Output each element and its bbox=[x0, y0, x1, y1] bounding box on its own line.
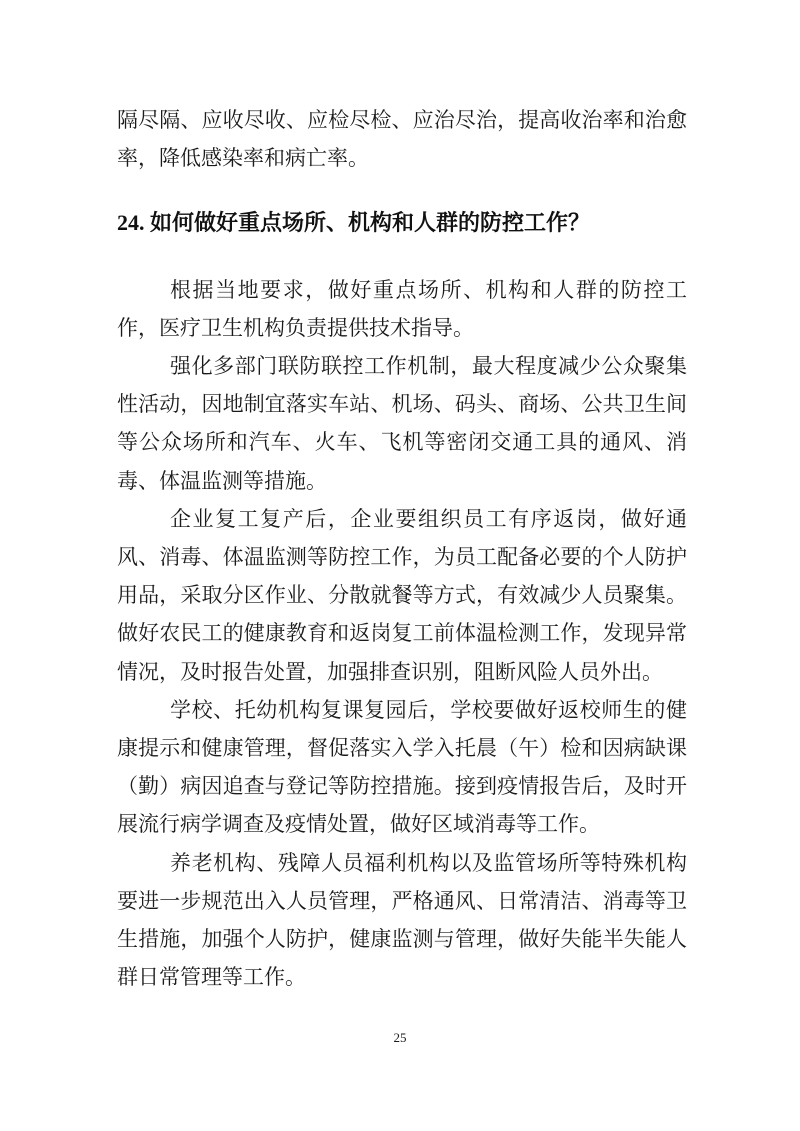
body-paragraph-4: 学校、托幼机构复课复园后，学校要做好返校师生的健康提示和健康管理，督促落实入学入托晨（午）检和因病缺课（勤）病因追查与登记等防控措施。接到疫情报告后，及时开展流行病学调查及疫情处置，做好区域消毒等工作。 bbox=[117, 697, 687, 837]
section-heading: 24. 如何做好重点场所、机构和人群的防控工作？ bbox=[117, 210, 591, 236]
body-paragraph-2: 强化多部门联防联控工作机制，最大程度减少公众聚集性活动，因地制宜落实车站、机场、码头、商场、公共卫生间等公众场所和汽车、火车、飞机等密闭交通工具的通风、消毒、体温监测等措施。 bbox=[117, 354, 687, 493]
body-paragraph-1: 根据当地要求，做好重点场所、机构和人群的防控工作，医疗卫生机构负责提供技术指导。 bbox=[117, 277, 687, 340]
page-body bbox=[117, 101, 687, 996]
paragraph-continuation: 隔尽隔、应收尽收、应检尽检、应治尽治，提高收治率和治愈率，降低感染率和病亡率。 bbox=[117, 108, 687, 171]
body-paragraph-5: 养老机构、残障人员福利机构以及监管场所等特殊机构要进一步规范出入人员管理，严格通风、日常清洁、消毒等卫生措施，加强个人防护，健康监测与管理，做好失能半失能人群日常管理等工作。 bbox=[117, 850, 687, 990]
body-paragraph-3: 企业复工复产后，企业要组织员工有序返岗，做好通风、消毒、体温监测等防控工作，为员工配备必要的个人防护用品，采取分区作业、分散就餐等方式，有效减少人员聚集。做好农民工的健康教育和返岗复工前体温检测工作，发现异常情况，及时报告处置，加强排查识别，阻断风险人员外出。 bbox=[117, 506, 687, 684]
page-number: 25 bbox=[393, 1030, 407, 1045]
